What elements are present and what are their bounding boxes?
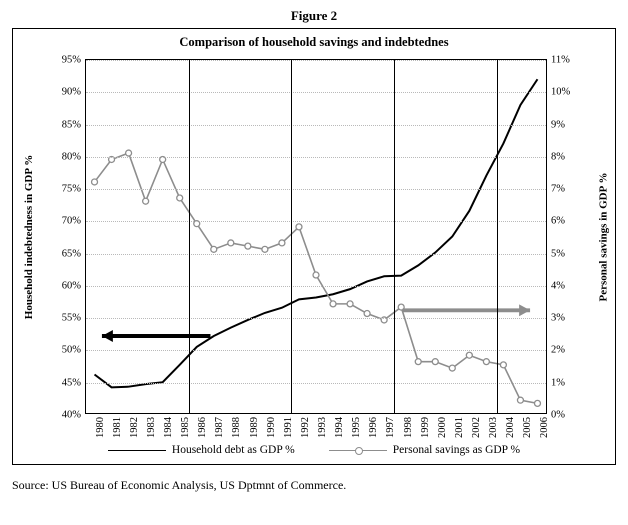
y-axis-left-tick: 90% (61, 86, 81, 98)
x-axis-tick-label: 2004 (505, 417, 517, 438)
y-axis-right-tick: 9% (551, 119, 565, 131)
legend-line-swatch-gray (329, 444, 387, 456)
data-point-marker (92, 179, 98, 185)
y-axis-right-tick: 8% (551, 151, 565, 163)
y-axis-left-tick: 40% (61, 409, 81, 421)
y-axis-left-tick: 50% (61, 344, 81, 356)
left-arrow-annotation (102, 330, 211, 342)
y-axis-right-tick: 4% (551, 280, 565, 292)
x-axis-tick-label: 1994 (334, 417, 346, 438)
y-axis-right-tick: 1% (551, 377, 565, 389)
x-axis-tick-label: 1981 (111, 417, 123, 438)
y-axis-left-tick: 70% (61, 215, 81, 227)
gridline-vertical (394, 60, 395, 413)
y-axis-right-tick: 7% (551, 183, 565, 195)
y-axis-right-tick: 0% (551, 409, 565, 421)
x-axis-tick-label: 2002 (471, 417, 482, 438)
y-axis-left-tick: 95% (61, 54, 81, 66)
gridline-horizontal (86, 221, 546, 222)
gridline-vertical (189, 60, 190, 413)
x-axis-tick-label: 1984 (163, 417, 174, 438)
y-axis-left-tick: 60% (61, 280, 81, 292)
gridline-horizontal (86, 383, 546, 384)
gridline-horizontal (86, 318, 546, 319)
legend-label-household-debt: Household debt as GDP % (171, 444, 295, 456)
x-axis-tick-label: 2006 (539, 417, 551, 438)
right-arrow-annotation (403, 304, 530, 316)
data-point-marker (211, 246, 217, 252)
x-axis-tick-label: 1993 (317, 417, 328, 438)
x-axis-tick-label: 1983 (145, 417, 157, 438)
gridline-horizontal (86, 350, 546, 351)
x-axis-tick-label: 1997 (385, 417, 397, 438)
x-axis-tick-label: 1991 (282, 417, 294, 438)
y-axis-left-title-text: Household indebtedness in GDP % (23, 154, 35, 319)
data-point-marker (364, 311, 370, 317)
x-axis-tick-label: 1990 (265, 417, 277, 438)
data-point-marker (432, 359, 438, 365)
series-layer (86, 60, 546, 413)
data-point-marker (466, 352, 472, 358)
x-axis-tick-label: 1987 (214, 417, 226, 438)
y-axis-right-tick: 10% (551, 86, 571, 98)
data-point-marker (262, 246, 268, 252)
data-point-marker (347, 301, 353, 307)
x-axis-tick-label: 2005 (522, 417, 534, 438)
gridline-horizontal (86, 125, 546, 126)
data-point-marker (517, 397, 523, 403)
x-axis-tick-label: 1982 (128, 417, 140, 438)
y-axis-right-tick: 6% (551, 215, 565, 227)
x-axis-tick-label: 2001 (453, 417, 465, 438)
x-axis-tick-label: 1999 (419, 417, 431, 438)
y-axis-right-tick: 2% (551, 344, 565, 356)
gridline-horizontal (86, 92, 546, 93)
data-point-marker (296, 224, 302, 230)
chart-legend (13, 444, 615, 456)
data-point-marker (534, 400, 540, 406)
y-axis-left-tick: 80% (61, 151, 81, 163)
gridline-vertical (291, 60, 292, 413)
y-axis-right-title (595, 59, 611, 414)
chart-frame (12, 28, 616, 465)
gridline-horizontal (86, 254, 546, 255)
gridline-horizontal (86, 189, 546, 190)
legend-item-household-debt (108, 444, 295, 456)
gridline-horizontal (86, 157, 546, 158)
y-axis-right-tick: 3% (551, 312, 565, 324)
x-axis-tick-label: 2000 (436, 417, 448, 438)
data-point-marker (126, 150, 132, 156)
data-point-marker (330, 301, 336, 307)
y-axis-left-tick: 85% (61, 119, 81, 131)
y-axis-right-tick: 5% (551, 248, 565, 260)
data-point-marker (245, 243, 251, 249)
y-axis-left-title (21, 59, 37, 414)
data-point-marker (415, 359, 421, 365)
x-axis-tick-label: 1996 (368, 417, 380, 438)
legend-line-swatch-black (108, 444, 166, 456)
x-axis-tick-label: 1986 (197, 417, 209, 438)
data-point-marker (483, 359, 489, 365)
data-point-marker (313, 272, 319, 278)
y-axis-left-tick: 75% (61, 183, 81, 195)
x-axis-tick-label: 1980 (94, 417, 106, 438)
data-point-marker (449, 365, 455, 371)
y-axis-left-tick: 65% (61, 248, 81, 260)
chart-title: Comparison of household savings and indebtednes (179, 35, 449, 49)
gridline-horizontal (86, 60, 546, 61)
data-point-marker (279, 240, 285, 246)
data-point-marker (500, 362, 506, 368)
y-axis-right-tick: 11% (551, 54, 570, 66)
gridline-horizontal (86, 286, 546, 287)
legend-label-personal-savings: Personal savings as GDP % (392, 444, 521, 456)
gridline-vertical (497, 60, 498, 413)
y-axis-left-tick: 55% (61, 312, 81, 324)
y-axis-right-title-text: Personal savings in GDP % (597, 172, 609, 301)
x-axis-tick-label: 1985 (180, 417, 192, 438)
x-axis-tick-label: 1998 (402, 417, 414, 438)
y-axis-left-tick: 45% (61, 377, 81, 389)
data-point-marker (143, 198, 149, 204)
x-axis-tick-label: 1988 (231, 417, 243, 438)
data-point-marker (228, 240, 234, 246)
x-axis-tick-label: 2003 (488, 417, 500, 438)
plot-area (61, 54, 571, 438)
x-axis-tick-label: 1992 (299, 417, 311, 438)
x-axis-tick-label: 1995 (351, 417, 363, 438)
figure-label: Figure 2 (290, 8, 338, 23)
x-axis-tick-label: 1989 (248, 417, 260, 438)
data-point-marker (177, 195, 183, 201)
legend-item-personal-savings (329, 444, 520, 456)
source-note: Source: US Bureau of Economic Analysis, US Dptmnt of Commerce. (12, 478, 347, 492)
